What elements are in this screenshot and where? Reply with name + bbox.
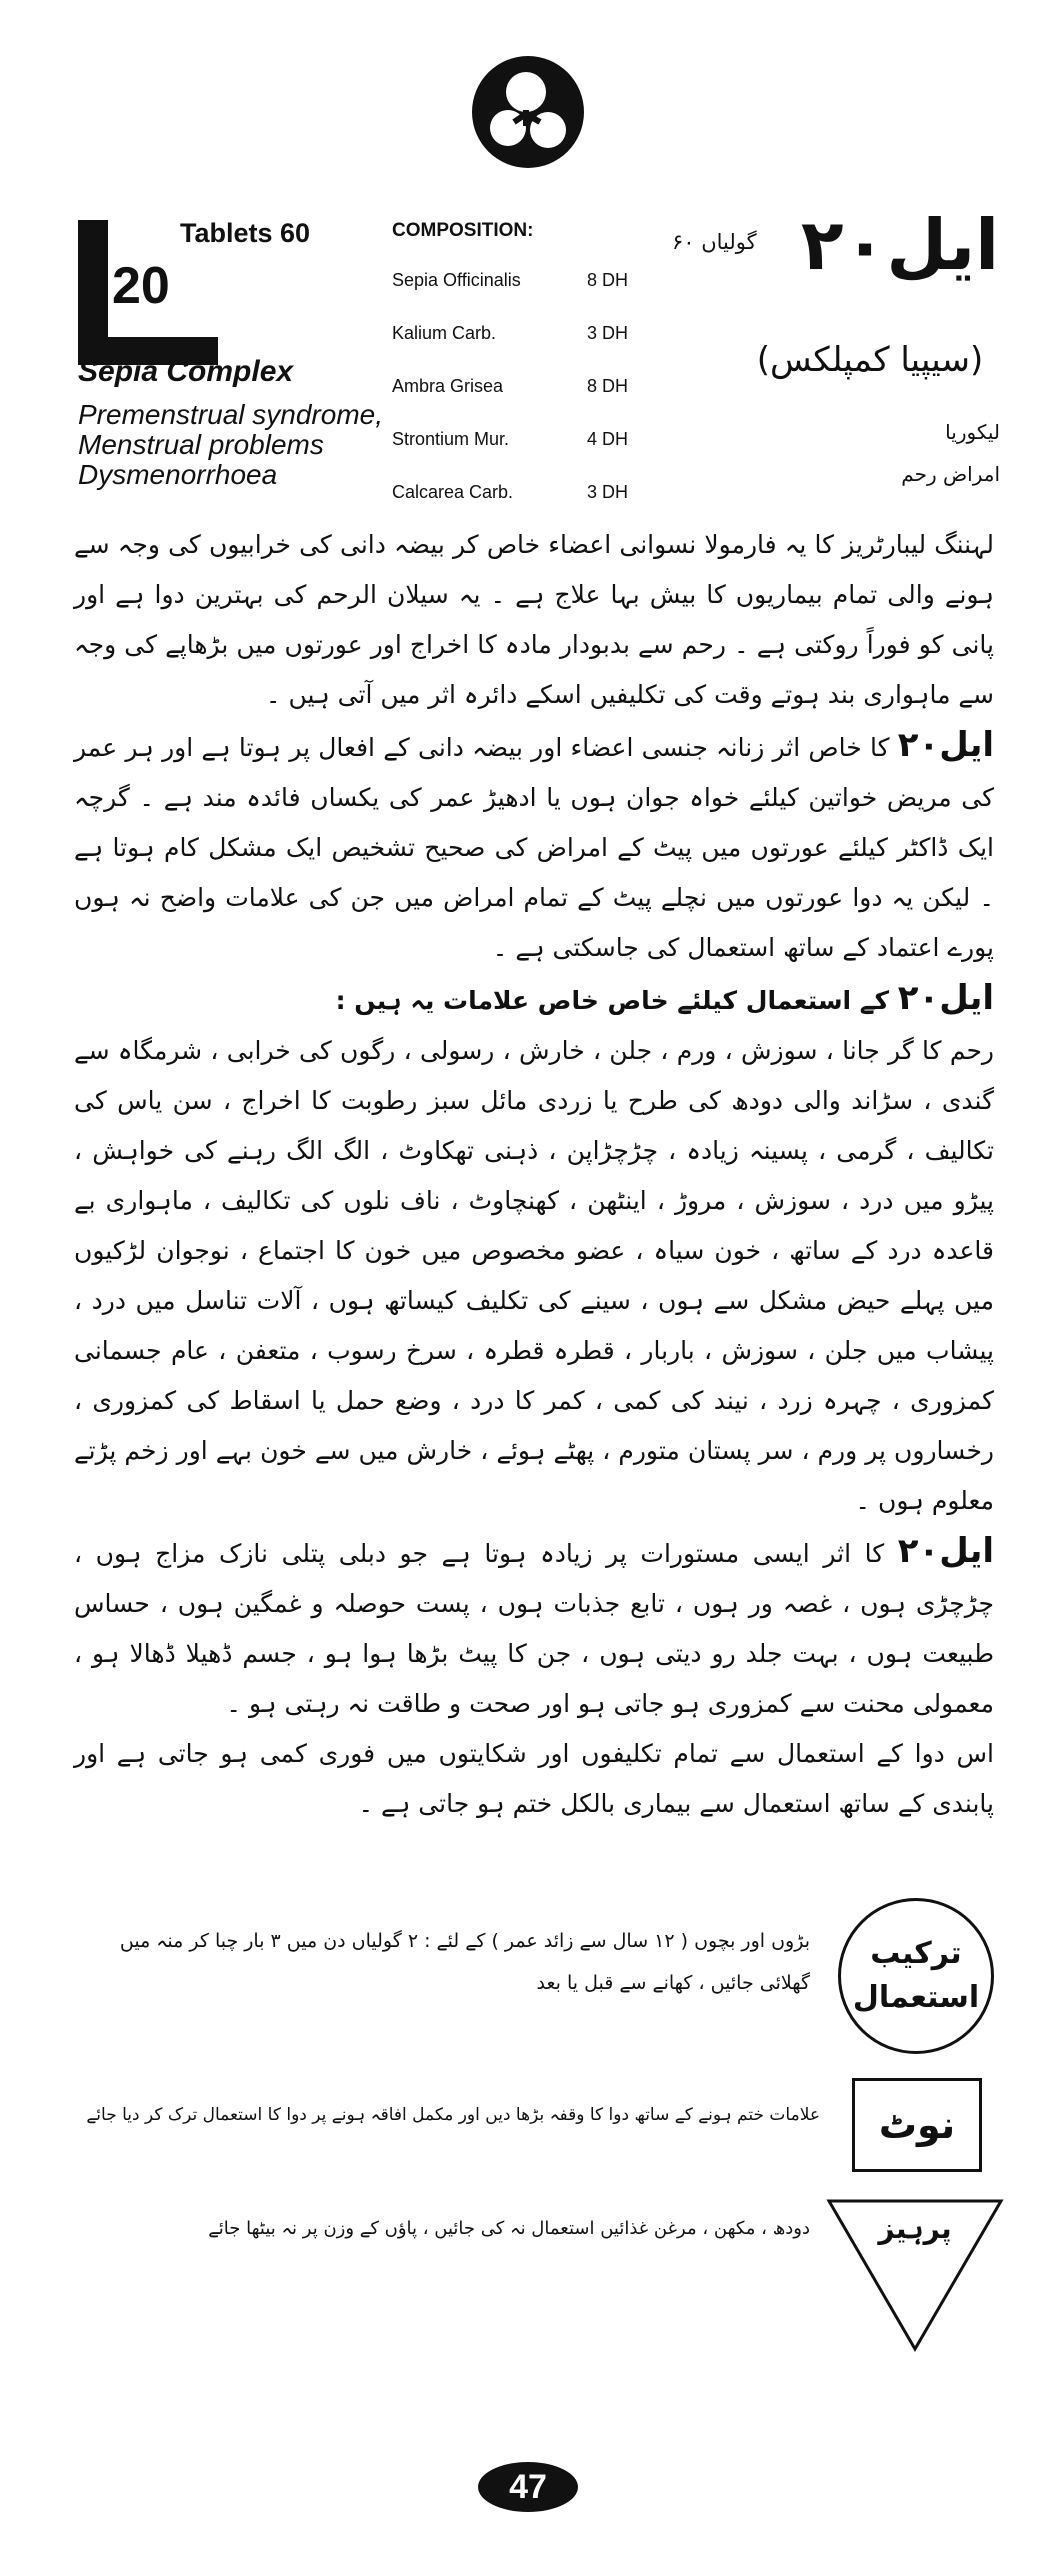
tablets-count-ur: گولیاں ۶۰ — [672, 230, 757, 254]
tablets-count: Tablets 60 — [180, 218, 311, 248]
paragraph: ایل۲۰ کا اثر ایسی مستورات پر زیادہ ہوتا ہے جو دبلی پتلی نازک مزاج ہوں ، چڑچڑی ہوں ، غصہ ور ہوں ، تابع جذبات ہوں ، پست حوصلہ و غمگین ہوں ، حساس طبیعت ہوں ، بہت جلد رو دیتی ہوں ، جن کا پیٹ بڑھا ہوا ہو ، جسم ڈھیلا ڈھالا ہو ، معمولی محنت سے کمزوری ہو جاتی ہو اور صحت و طاقت نہ رہتی ہو ۔ — [74, 1531, 994, 1718]
ingredient-name: Kalium Carb. — [392, 323, 497, 343]
composition-title: COMPOSITION: — [392, 220, 534, 241]
brand-inline: ایل۲۰ — [897, 725, 994, 765]
brand-logo-icon — [468, 52, 588, 172]
indication-en: Premenstrual syndrome, — [78, 399, 384, 430]
note-label: نوٹ — [852, 2078, 982, 2172]
ingredient-dose: 3 DH — [587, 323, 629, 343]
composition-row — [392, 270, 632, 291]
ingredient-dose: 3 DH — [587, 482, 629, 502]
composition-row — [392, 482, 632, 503]
brand-inline: ایل۲۰ — [897, 978, 994, 1018]
paragraph: ایل۲۰ کے استعمال کیلئے خاص خاص علامات یہ ہیں : — [335, 978, 994, 1018]
indication-ur: لیکوریا — [945, 420, 1000, 444]
brand-name-ur: ایل۲۰ — [800, 204, 1000, 286]
composition-row — [392, 376, 632, 397]
ingredient-name: Calcarea Carb. — [392, 482, 514, 502]
paragraph: ایل۲۰ کا خاص اثر زنانہ جنسی اعضاء اور بیضہ دانی کے افعال پر ہوتا ہے اور ہر عمر کی مریض خواتین کیلئے خواہ جوان ہوں یا ادھیڑ عمر کی یکساں فائدہ مند ہے ۔ گرچہ ایک ڈاکٹر کیلئے عورتوں میں پیٹ کے امراض کی صحیح تشخیص ایک مشکل کام ہوتا ہے ۔ لیکن یہ دوا عورتوں میں نچلے پیٹ کے تمام امراض میں جن کی علامات واضح نہ ہوں پورے اعتماد کے ساتھ استعمال کی جاسکتی ہے ۔ — [74, 725, 994, 962]
ingredient-name: Strontium Mur. — [392, 429, 510, 449]
dosage-text: بڑوں اور بچوں ( ۱۲ سال سے زائد عمر ) کے لئے : ۲ گولیاں دن میں ۳ بار چبا کر منہ میں گھلائی جائیں ، کھانے سے قبل یا بعد — [119, 1930, 810, 1994]
ingredient-dose: 4 DH — [587, 429, 629, 449]
indication-en: Dysmenorrhoea — [78, 459, 278, 490]
paragraph: رحم کا گر جانا ، سوزش ، ورم ، جلن ، خارش ، رسولی ، رگوں کی خرابی ، شرمگاہ سے گندی ، سڑاند والی دودھ کی طرح یا زردی مائل سبز رطوبت کا اخراج ، سن یاس کی تکالیف ، گرمی ، پسینہ زیادہ ، چڑچڑاپن ، ذہنی تھکاوٹ ، الگ الگ رہنے کی خواہش ، پیڑو میں درد ، سوزش ، مروڑ ، اینٹھن ، کھنچاوٹ ، ناف نلوں کی تکالیف ، ماہواری بے قاعدہ درد کے ساتھ ، خون سیاہ ، عضو مخصوص میں خون کا اجتماع ، نوجوان لڑکیوں میں پہلے حیض مشکل سے ہوں ، سینے کی تکلیف کیساتھ ہوں ، آلات تناسل میں درد ، پیشاب میں جلن ، سوزش ، باربار ، قطرہ قطرہ ، سرخ رسوب ، متعفن ، عام جسمانی کمزوری ، چہرہ زرد ، نیند کی کمی ، کمر کا درد ، وضع حمل یا اسقاط کی کمزوری ، رخساروں پر ورم ، سر پستان متورم ، پھٹے ہوئے ، خارش میں سے خون بہے اور زخم پڑتے معلوم ہوں ۔ — [74, 1036, 994, 1515]
product-name-en: Sepia Complex — [78, 355, 294, 388]
avoid-text: دودھ ، مکھن ، مرغن غذائیں استعمال نہ کی جائیں ، پاؤں کے وزن پر نہ بیٹھا جائے — [208, 2218, 810, 2239]
product-name-ur: (سیپیا کمپلکس) — [756, 340, 984, 380]
indication-en: Menstrual problems — [78, 429, 324, 460]
brand-inline: ایل۲۰ — [897, 1531, 994, 1571]
composition-row — [392, 323, 632, 344]
avoid-label: پرہیز — [878, 2212, 952, 2245]
page-number: 47 — [478, 2462, 578, 2512]
ingredient-name: Ambra Grisea — [392, 376, 504, 396]
composition-row — [392, 429, 632, 450]
ingredient-dose: 8 DH — [587, 376, 629, 396]
paragraph: اس دوا کے استعمال سے تمام تکلیفوں اور شکایتوں میں فوری کمی ہو جاتی ہے اور پابندی کے ساتھ استعمال سے بیماری بالکل ختم ہو جاتی ہے ۔ — [74, 1739, 994, 1818]
ingredient-dose: 8 DH — [587, 270, 629, 290]
indication-ur: امراض رحم — [901, 462, 1000, 486]
potency-number: 20 — [112, 257, 170, 315]
description-body — [74, 520, 994, 1829]
paragraph: لہننگ لیبارٹریز کا یہ فارمولا نسوانی اعضاء خاص کر بیضہ دانی کی خرابیوں کی وجہ سے ہونے والی تمام بیماریوں کا بیش بہا علاج ہے ۔ یہ سیلان الرحم کی بہترین دوا ہے اور پانی کو فوراً روکتی ہے ۔ رحم سے بدبودار مادہ کا اخراج اور عورتوں میں بڑھاپے کی وجہ سے ماہواری بند ہوتے وقت کی تکلیفیں اسکے دائرہ اثر میں آتی ہیں ۔ — [74, 530, 994, 709]
dosage-label: ترکیب استعمال — [838, 1898, 994, 2054]
note-text: علامات ختم ہونے کے ساتھ دوا کا وقفہ بڑھا دیں اور مکمل افاقہ ہونے پر دوا کا استعمال ترک کر دیا جائے — [86, 2105, 820, 2125]
ingredient-name: Sepia Officinalis — [392, 270, 521, 290]
